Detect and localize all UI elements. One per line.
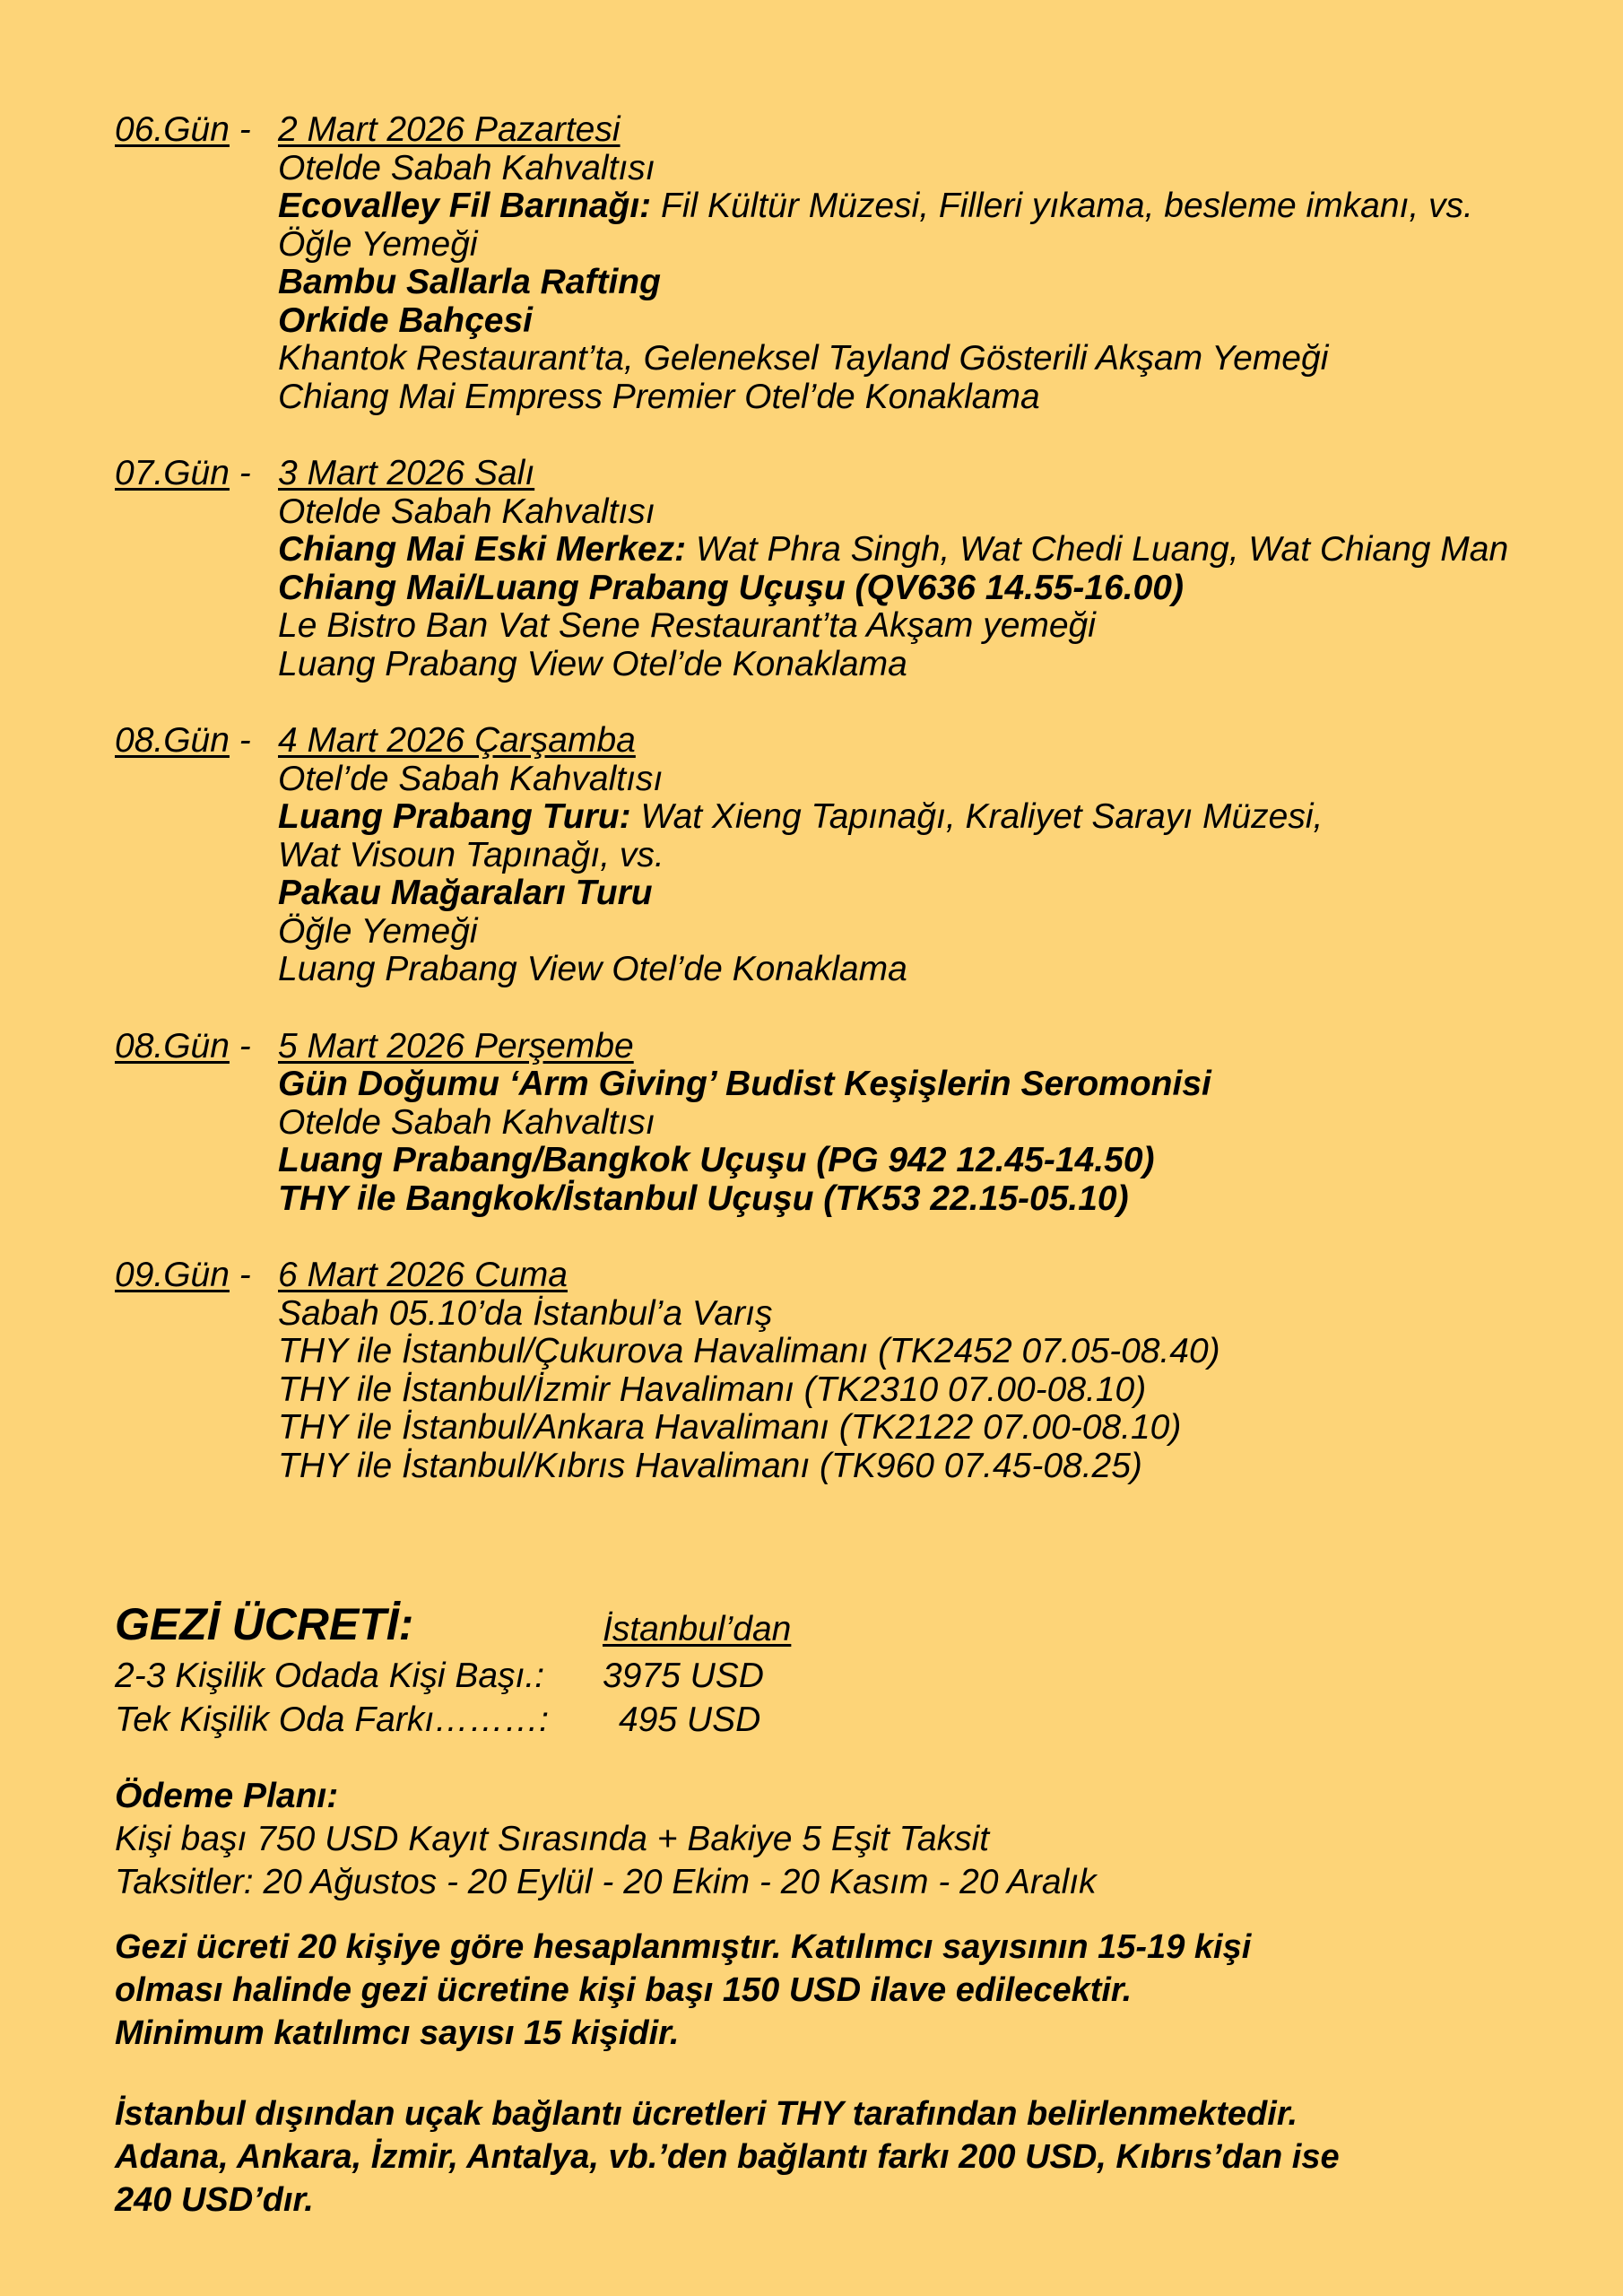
- note-line: Adana, Ankara, İzmir, Antalya, vb.’den bağlantı farkı 200 USD, Kıbrıs’dan ise: [115, 2138, 1340, 2176]
- participant-note: [115, 1926, 1603, 2055]
- day-date: 6 Mart 2026 Cuma: [278, 1256, 568, 1294]
- day-block: [115, 455, 1621, 683]
- itinerary-item: Ecovalley Fil Barınağı: Fil Kültür Müzesi, Filleri yıkama, besleme imkanı, vs.: [278, 187, 1473, 225]
- itinerary-item: Orkide Bahçesi: [278, 300, 533, 340]
- payment-line: Taksitler: 20 Ağustos - 20 Eylül - 20 Ekim - 20 Kasım - 20 Aralık: [115, 1863, 1097, 1901]
- payment-plan: [115, 1775, 1603, 1904]
- day-separator: -: [229, 721, 251, 760]
- note-line: 240 USD’dır.: [115, 2181, 314, 2219]
- payment-line: Kişi başı 750 USD Kayıt Sırasında + Bakiye 5 Eşit Taksit: [115, 1820, 990, 1858]
- itinerary-item: Otelde Sabah Kahvaltısı: [278, 491, 655, 531]
- itinerary-item: THY ile İstanbul/Kıbrıs Havalimanı (TK960 07.45-08.25): [278, 1446, 1142, 1485]
- day-items: [115, 493, 1621, 684]
- day-header: [115, 722, 1621, 761]
- itinerary-item: Otelde Sabah Kahvaltısı: [278, 148, 655, 187]
- day-block: [115, 1028, 1621, 1219]
- day-number: 06.Gün: [115, 110, 230, 149]
- fee-origin: İstanbul’dan: [603, 1610, 792, 1648]
- itinerary-item: Wat Visoun Tapınağı, vs.: [278, 835, 664, 874]
- itinerary-item: Bambu Sallarla Rafting: [278, 263, 661, 301]
- itinerary-item: Öğle Yemeği: [278, 911, 478, 951]
- itinerary-item: Le Bistro Ban Vat Sene Restaurant’ta Akşam yemeği: [278, 606, 1096, 645]
- day-number: 08.Gün: [115, 1026, 230, 1065]
- itinerary-item: Chiang Mai Eski Merkez: Wat Phra Singh, Wat Chedi Luang, Wat Chiang Man: [278, 530, 1509, 569]
- day-separator: -: [229, 454, 251, 492]
- itinerary-item: Otel’de Sabah Kahvaltısı: [278, 759, 664, 798]
- itinerary-item: THY ile Bangkok/İstanbul Uçuşu (TK53 22.15-05.10): [278, 1178, 1129, 1218]
- itinerary-item: Otelde Sabah Kahvaltısı: [278, 1102, 655, 1142]
- itinerary-item: Luang Prabang/Bangkok Uçuşu (PG 942 12.45-14.50): [278, 1141, 1155, 1179]
- day-header: [115, 1257, 1621, 1295]
- fee-title: GEZİ ÜCRETİ:: [115, 1599, 414, 1649]
- day-items: [115, 150, 1621, 417]
- note-line: İstanbul dışından uçak bağlantı ücretleri THY tarafından belirlenmektedir.: [115, 2095, 1298, 2133]
- itinerary-item: Öğle Yemeği: [278, 224, 478, 264]
- itinerary-item: Gün Doğumu ‘Arm Giving’ Budist Keşişlerin Seromonisi: [278, 1065, 1211, 1103]
- connection-note: [115, 2092, 1603, 2222]
- day-items: [115, 761, 1621, 989]
- day-date: 5 Mart 2026 Perşembe: [278, 1026, 634, 1065]
- itinerary-item: THY ile İstanbul/Çukurova Havalimanı (TK2452 07.05-08.40): [278, 1332, 1220, 1370]
- day-date: 3 Mart 2026 Salı: [278, 454, 535, 492]
- day-block: [115, 722, 1621, 989]
- fee-value: 495 USD: [619, 1700, 761, 1739]
- fee-section: [115, 1596, 1603, 2222]
- day-items: [115, 1295, 1621, 1486]
- day-header: [115, 111, 1621, 150]
- day-number: 07.Gün: [115, 454, 230, 492]
- day-separator: -: [229, 110, 251, 149]
- day-block: [115, 1257, 1621, 1485]
- itinerary-item: Luang Prabang View Otel’de Konaklama: [278, 644, 907, 683]
- day-header: [115, 1028, 1621, 1066]
- payment-title: Ödeme Planı:: [115, 1777, 339, 1815]
- day-header: [115, 455, 1621, 493]
- fee-label: Tek Kişilik Oda Farkı………:: [115, 1700, 549, 1739]
- fee-row: [115, 1654, 1603, 1698]
- fee-value: 3975 USD: [603, 1657, 764, 1695]
- day-number: 09.Gün: [115, 1256, 230, 1294]
- itinerary-item: THY ile İstanbul/Ankara Havalimanı (TK2122 07.00-08.10): [278, 1408, 1182, 1447]
- day-items: [115, 1065, 1621, 1218]
- note-line: olması halinde gezi ücretine kişi başı 150 USD ilave edilecektir.: [115, 1971, 1133, 2009]
- itinerary-item: Chiang Mai/Luang Prabang Uçuşu (QV636 14.55-16.00): [278, 568, 1184, 607]
- note-line: Gezi ücreti 20 kişiye göre hesaplanmıştır. Katılımcı sayısının 15-19 kişi: [115, 1928, 1252, 1966]
- fee-row: [115, 1698, 1603, 1742]
- day-number: 08.Gün: [115, 721, 230, 760]
- day-date: 4 Mart 2026 Çarşamba: [278, 721, 636, 760]
- day-separator: -: [229, 1026, 251, 1065]
- itinerary: [115, 111, 1621, 1524]
- itinerary-item: Pakau Mağaraları Turu: [278, 874, 653, 912]
- itinerary-item: Chiang Mai Empress Premier Otel’de Konaklama: [278, 377, 1040, 416]
- note-line: Minimum katılımcı sayısı 15 kişidir.: [115, 2014, 680, 2052]
- fee-label: 2-3 Kişilik Odada Kişi Başı.:: [115, 1657, 545, 1695]
- itinerary-item: Khantok Restaurant’ta, Geleneksel Tayland Gösterili Akşam Yemeği: [278, 339, 1329, 378]
- fee-header: [115, 1596, 1603, 1654]
- itinerary-item: Luang Prabang View Otel’de Konaklama: [278, 950, 907, 988]
- itinerary-item: Luang Prabang Turu: Wat Xieng Tapınağı, Kraliyet Sarayı Müzesi,: [278, 797, 1324, 836]
- day-block: [115, 111, 1621, 416]
- day-date: 2 Mart 2026 Pazartesi: [278, 110, 621, 149]
- itinerary-item: Sabah 05.10’da İstanbul’a Varış: [278, 1293, 773, 1333]
- day-separator: -: [229, 1256, 251, 1294]
- itinerary-item: THY ile İstanbul/İzmir Havalimanı (TK2310 07.00-08.10): [278, 1370, 1147, 1409]
